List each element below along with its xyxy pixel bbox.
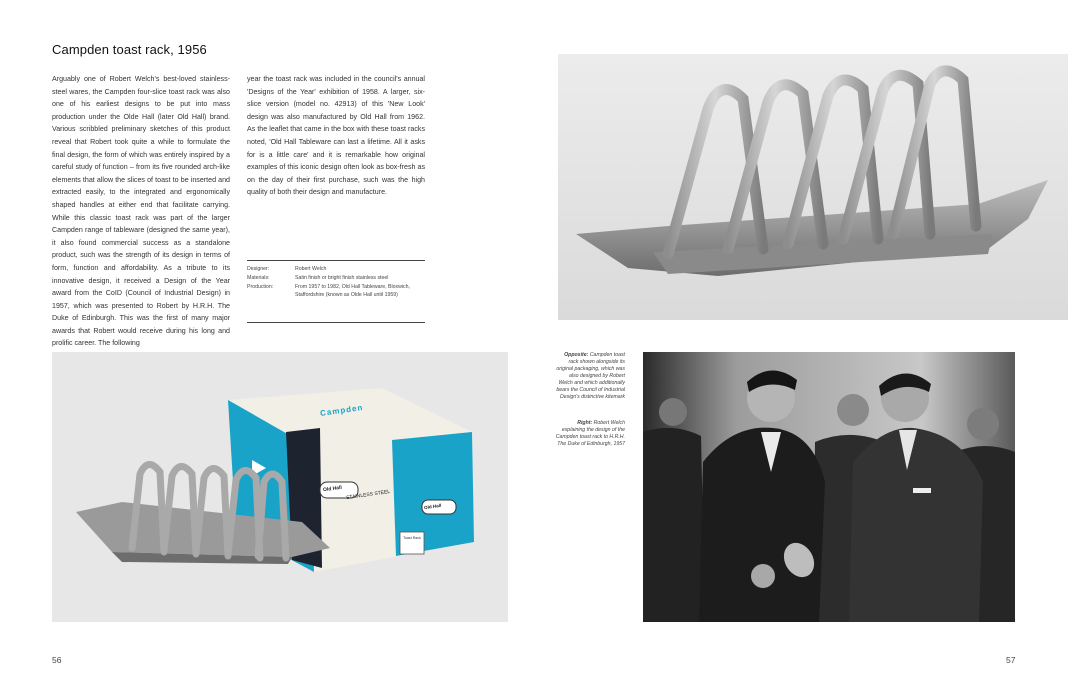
caption-text: Robert Welch explaining the design of the Campden toast rack to H.R.H. The Duke of Edinburgh, 1957 [555,420,625,447]
spec-row [247,275,425,282]
caption-opposite [555,352,625,401]
body-column-1: Arguably one of Robert Welch's best-loved stainless-steel wares, the Campden four-slice toast rack was also one of his earliest designs to be put into mass production under the Olde Hall (later Old Hall) brand. Various scribbled preliminary sketches of this product reveal that Robert took quite a while to formulate the final design, the form of which was entirely inspired by a careful study of function – from its five rounded arch-like elements that allow the slices of toast to be inserted and extracted easily, to the integrated and ergonomically shaped handles at either end that facilitate carrying. While this classic toast rack was part of the larger Campden range of tableware (designed the same year), it also found commercial success as a standalone product, such was the strength of its design in terms of form, function and affordability. As a tribute to its innovative design, it received a Design of the Year award from the CoID (Council of Industrial Design) in 1957, which was presented to Robert by H.R.H. The Duke of Edinburgh. This was the first of many major awards that Robert would receive during his long and prolific career. The following [52,75,230,348]
caption-right [555,420,625,448]
packaging-illustration [52,352,508,622]
spec-table [247,260,425,323]
spec-row [247,266,425,273]
spec-value: Satin finish or bright finish stainless steel [295,275,389,282]
duke-photo-illustration [643,352,1015,622]
box-side-text: STAINLESS STEEL [345,488,391,502]
page-number-right: 57 [1006,655,1016,665]
duke-photo [643,352,1015,622]
toast-rack-illustration [558,54,1068,320]
box-brand-text: Campden [319,403,364,418]
toast-rack-photo [558,54,1068,320]
spec-label: Materials: [247,275,270,282]
page-number-left: 56 [52,655,62,665]
spec-label: Designer: [247,266,270,272]
body-column-2: year the toast rack was included in the council's annual 'Designs of the Year' exhibition of 1958. A larger, six-slice version (model no. 42913) of this 'New Look' design was also manufactured by Old Hall from 1962. As the leaflet that came in the box with these toast racks noted, 'Old Hall Tableware can last a lifetime. All it asks for is a little care' and it is remarkable how original examples of this iconic design often look as box-fresh as on the day of their first purchase, such was the high quality of both their design and manufacture. [247,75,425,197]
caption-lead: Opposite: [564,352,589,358]
caption-text: Campden toast rack shown alongside its original packaging, which was also designed by Robert Welch and which additionally bears the Council of Industrial Design's distinctive kitemark [556,352,625,400]
spec-value: From 1957 to 1982, Old Hall Tableware, Bloxwich, Staffordshire (known as Olde Hall until 1959) [295,284,410,298]
packaging-photo [52,352,508,622]
box-label-text: Toast Rack [403,536,421,540]
box-logo-text: Old Hall [322,484,343,494]
box-logo-text-2: Old Hall [423,502,442,511]
page-title: Campden toast rack, 1956 [52,42,207,57]
spec-value: Robert Welch [295,266,327,272]
caption-lead: Right: [577,420,593,426]
spec-row [247,284,425,298]
spec-label: Production: [247,284,274,291]
